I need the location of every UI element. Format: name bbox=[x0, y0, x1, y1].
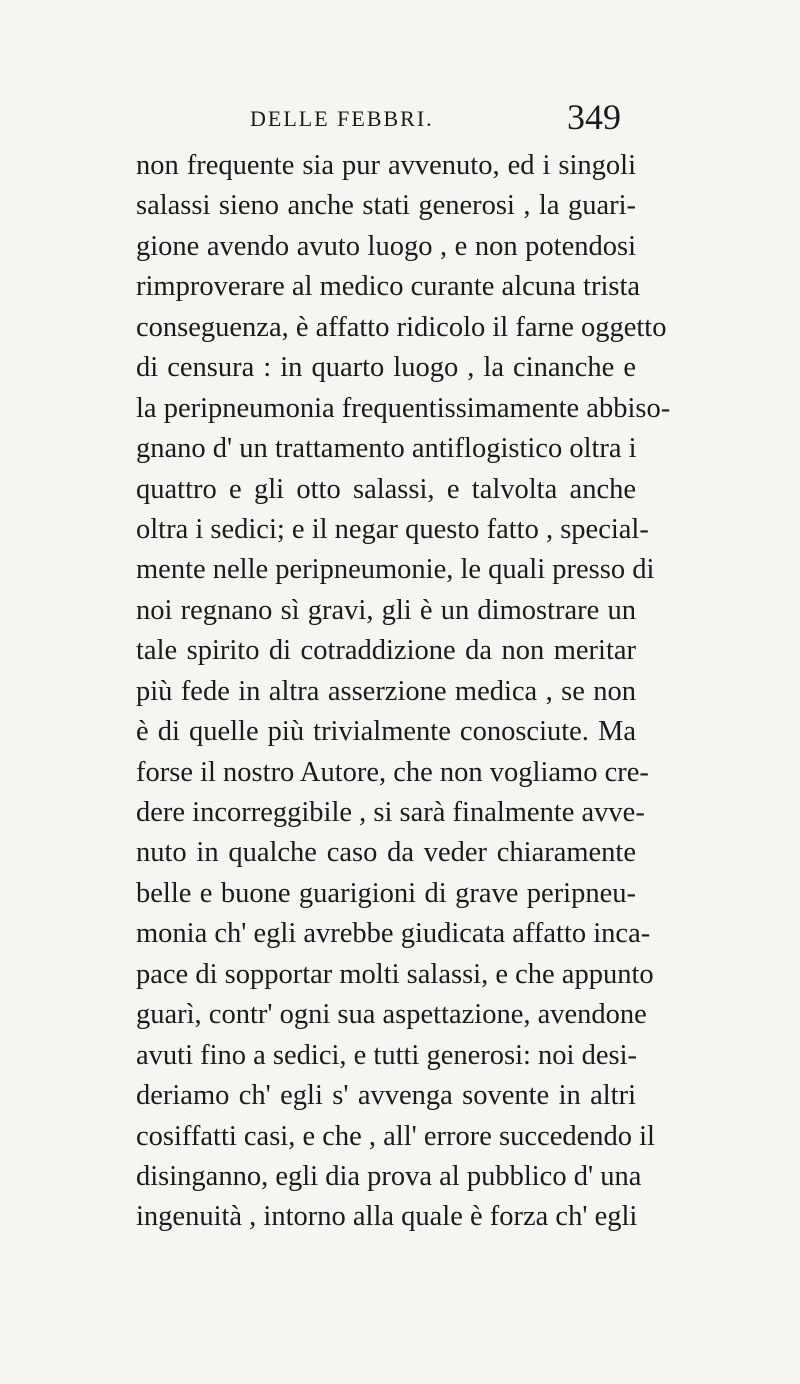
text-line: forse il nostro Autore, che non vogliamo cre- bbox=[136, 756, 649, 788]
text-line: non frequente sia pur avvenuto, ed i singoli bbox=[136, 150, 636, 181]
text-line: guarì, contr' ogni sua aspettazione, avendone bbox=[136, 999, 647, 1031]
text-line: quattro e gli otto salassi, e talvolta anche bbox=[136, 473, 636, 505]
running-head: DELLE FEBBRI. bbox=[250, 106, 434, 131]
text-line: di censura : in quarto luogo , la cinanche e bbox=[136, 352, 636, 384]
text-line: oltra i sedici; e il negar questo fatto , special- bbox=[136, 513, 649, 545]
text-line: pace di sopportar molti salassi, e che appunto bbox=[136, 958, 654, 990]
text-line: avuti fino a sedici, e tutti generosi: noi desi- bbox=[136, 1039, 638, 1071]
text-line: più fede in altra asserzione medica , se non bbox=[136, 675, 636, 707]
text-line: mente nelle peripneumonie, le quali presso di bbox=[136, 554, 655, 586]
text-line: belle e buone guarigioni di grave peripneu- bbox=[136, 877, 636, 909]
text-line: gnano d' un trattamento antiflogistico oltra i bbox=[136, 433, 637, 465]
text-line: salassi sieno anche stati generosi , la guari- bbox=[136, 190, 636, 222]
text-line: deriamo ch' egli s' avvenga sovente in altri bbox=[136, 1080, 636, 1112]
text-line: è di quelle più trivialmente conosciute. Ma bbox=[136, 716, 636, 748]
text-line: cosiffatti casi, e che , all' errore succedendo il bbox=[136, 1120, 655, 1152]
text-line: tale spirito di cotraddizione da non meritar bbox=[136, 635, 636, 667]
text-line: noi regnano sì gravi, gli è un dimostrare un bbox=[136, 594, 636, 626]
text-line: gione avendo avuto luogo , e non potendosi bbox=[136, 230, 636, 262]
text-line: nuto in qualche caso da veder chiaramente bbox=[136, 837, 636, 869]
text-line: dere incorreggibile , si sarà finalmente avve- bbox=[136, 797, 645, 828]
text-line: rimproverare al medico curante alcuna trista bbox=[136, 271, 641, 303]
text-line: conseguenza, è affatto ridicolo il farne oggetto bbox=[136, 311, 667, 343]
page-number: 349 bbox=[567, 97, 621, 137]
text-line: monia ch' egli avrebbe giudicata affatto inca- bbox=[136, 918, 651, 950]
body-text bbox=[136, 146, 671, 1238]
text-line: ingenuità , intorno alla quale è forza ch' egli bbox=[136, 1201, 638, 1233]
text-line: disinganno, egli dia prova al pubblico d' una bbox=[136, 1160, 642, 1192]
text-line: la peripneumonia frequentissimamente abbiso- bbox=[136, 392, 671, 424]
